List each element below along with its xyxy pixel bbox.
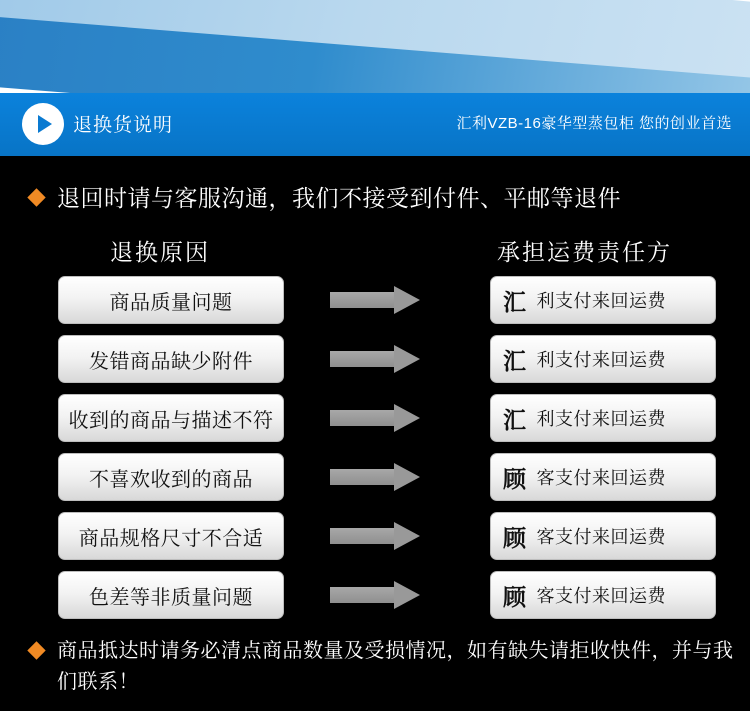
policy-rows <box>0 276 750 630</box>
table-row <box>0 335 750 394</box>
arrow-right-icon <box>330 463 430 491</box>
table-row <box>0 276 750 335</box>
reason-pill: 收到的商品与描述不符 <box>58 394 284 442</box>
payer-rest: 利支付来回运费 <box>536 291 666 311</box>
table-row <box>0 394 750 453</box>
reason-column-header: 退换原因 <box>110 239 210 265</box>
payer-who: 汇 <box>503 406 527 433</box>
note-bottom-text: 商品抵达时请务必清点商品数量及受损情况，如有缺失请拒收快件，并与我们联系！ <box>57 640 734 693</box>
payer-pill <box>490 335 716 383</box>
payer-who: 顾 <box>503 583 527 610</box>
arrow-right-icon <box>330 286 430 314</box>
arrow-shaft <box>330 528 396 544</box>
note-top <box>30 183 730 213</box>
payer-pill <box>490 276 716 324</box>
arrow-shaft <box>330 351 396 367</box>
reason-pill: 不喜欢收到的商品 <box>58 453 284 501</box>
arrow-right-icon <box>330 404 430 432</box>
payer-who: 顾 <box>503 524 527 551</box>
payer-rest: 客支付来回运费 <box>536 527 666 547</box>
payer-column-header: 承担运费责任方 <box>497 239 672 265</box>
payer-who: 顾 <box>503 465 527 492</box>
note-top-text: 退回时请与客服沟通，我们不接受到付件、平邮等退件 <box>57 185 621 211</box>
diamond-bullet-icon <box>27 641 45 659</box>
banner-subtitle: 汇利VZB-16豪华型蒸包柜 您的创业首选 <box>456 115 732 132</box>
reason-pill: 发错商品缺少附件 <box>58 335 284 383</box>
note-bottom <box>30 636 740 698</box>
arrow-right-icon <box>330 581 430 609</box>
play-triangle <box>38 115 52 133</box>
arrow-head <box>394 522 420 550</box>
payer-rest: 利支付来回运费 <box>536 350 666 370</box>
arrow-right-icon <box>330 522 430 550</box>
arrow-shaft <box>330 410 396 426</box>
reason-pill: 色差等非质量问题 <box>58 571 284 619</box>
arrow-shaft <box>330 292 396 308</box>
payer-rest: 客支付来回运费 <box>536 468 666 488</box>
table-row <box>0 453 750 512</box>
table-row <box>0 512 750 571</box>
payer-who: 汇 <box>503 288 527 315</box>
payer-who: 汇 <box>503 347 527 374</box>
diamond-bullet-icon <box>27 188 45 206</box>
content-area <box>0 156 750 711</box>
play-icon <box>22 103 64 145</box>
payer-pill <box>490 571 716 619</box>
payer-pill <box>490 394 716 442</box>
arrow-shaft <box>330 469 396 485</box>
payer-rest: 客支付来回运费 <box>536 586 666 606</box>
arrow-head <box>394 463 420 491</box>
arrow-head <box>394 286 420 314</box>
payer-pill <box>490 512 716 560</box>
banner-title: 退换货说明 <box>73 115 174 136</box>
table-row <box>0 571 750 630</box>
payer-pill <box>490 453 716 501</box>
reason-pill: 商品规格尺寸不合适 <box>58 512 284 560</box>
payer-rest: 利支付来回运费 <box>536 409 666 429</box>
page-banner <box>0 0 750 156</box>
arrow-shaft <box>330 587 396 603</box>
arrow-head <box>394 581 420 609</box>
reason-pill: 商品质量问题 <box>58 276 284 324</box>
arrow-head <box>394 345 420 373</box>
arrow-head <box>394 404 420 432</box>
arrow-right-icon <box>330 345 430 373</box>
